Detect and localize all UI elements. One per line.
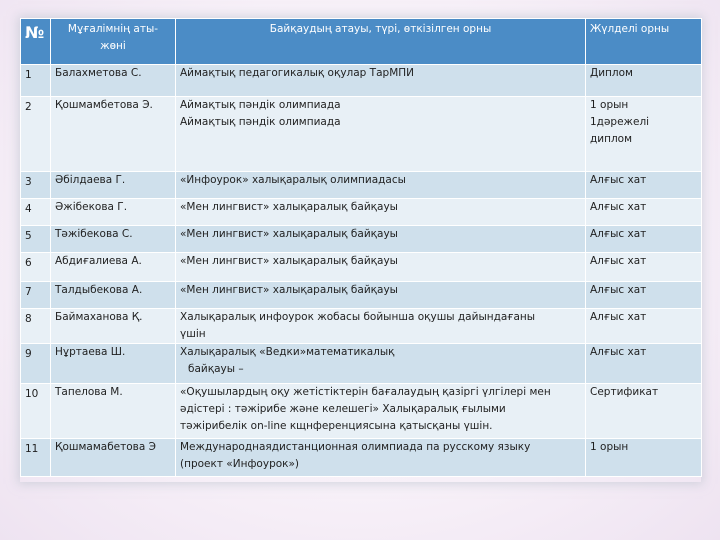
teacher-name: Қошмамабетова Э: [51, 439, 176, 477]
award-cell: [586, 282, 702, 309]
event-line: байқауы –: [188, 363, 244, 375]
table-row: [21, 199, 702, 226]
table-row: [21, 172, 702, 199]
row-number: 5: [21, 226, 51, 253]
award-cell: [586, 65, 702, 97]
event-line: «Инфоурок» халықаралық олимпиадасы: [180, 174, 406, 186]
event-line: «Мен лингвист» халықаралық байқауы: [180, 228, 398, 240]
award-line: Сертификат: [590, 386, 659, 398]
award-line: 1 орын: [590, 441, 629, 453]
teacher-name: Талдыбекова А.: [51, 282, 176, 309]
header-name-line: Мұғалімнің аты-: [67, 23, 159, 35]
event-line: Аймақтық пәндік олимпиада: [180, 99, 341, 111]
award-cell: [586, 172, 702, 199]
event-line: «Мен лингвист» халықаралық байқауы: [180, 284, 398, 296]
teacher-name: Нұртаева Ш.: [51, 344, 176, 384]
header-name-line: жөні: [100, 40, 126, 52]
teacher-name: Балахметова С.: [51, 65, 176, 97]
award-line: Алғыс хат: [590, 228, 647, 240]
row-number: 2: [21, 97, 51, 172]
event-cell: [176, 282, 586, 309]
award-line: Алғыс хат: [590, 255, 647, 267]
row-number: 4: [21, 199, 51, 226]
event-cell: [176, 65, 586, 97]
table-row: [21, 282, 702, 309]
row-number: 1: [21, 65, 51, 97]
table-header-row: [21, 19, 702, 65]
teacher-name: Тәжібекова С.: [51, 226, 176, 253]
event-line: әдістері : тәжірибе және келешегі» Халықаралық ғылыми: [180, 403, 506, 415]
award-cell: [586, 309, 702, 344]
table-row: [21, 439, 702, 477]
event-line: тәжірибелік on-line кщнференциясына қатысқаны үшін.: [180, 420, 493, 432]
award-line: Алғыс хат: [590, 311, 647, 323]
table-row: [21, 253, 702, 282]
event-cell: [176, 226, 586, 253]
row-number: 10: [21, 384, 51, 439]
table-row: [21, 97, 702, 172]
teacher-name: Тапелова М.: [51, 384, 176, 439]
award-line: Алғыс хат: [590, 174, 647, 186]
award-cell: [586, 226, 702, 253]
award-line: Алғыс хат: [590, 201, 647, 213]
teacher-name: Әбілдаева Г.: [51, 172, 176, 199]
row-number: 11: [21, 439, 51, 477]
event-cell: [176, 384, 586, 439]
event-line: «Оқушылардың оқу жетістіктерін бағалаудың қазіргі үлгілері мен: [180, 386, 551, 398]
award-cell: [586, 253, 702, 282]
row-number: 7: [21, 282, 51, 309]
event-line: Аймақтық пәндік олимпиада: [180, 116, 341, 128]
header-event: Байқаудың атауы, түрі, өткізілген орны: [176, 19, 586, 65]
award-line: Алғыс хат: [590, 346, 647, 358]
row-number: 6: [21, 253, 51, 282]
header-teacher-name: [51, 19, 176, 65]
table-row: [21, 309, 702, 344]
table-row: [21, 226, 702, 253]
event-line: «Мен лингвист» халықаралық байқауы: [180, 255, 398, 267]
event-line: Международнаядистанционная олимпиада па русскому языку: [180, 441, 531, 453]
award-cell: [586, 384, 702, 439]
event-line: «Мен лингвист» халықаралық байқауы: [180, 201, 398, 213]
teacher-name: Әжібекова Г.: [51, 199, 176, 226]
event-cell: [176, 309, 586, 344]
event-line: (проект «Инфоурок»): [180, 458, 300, 470]
row-number: 3: [21, 172, 51, 199]
teacher-name: Баймаханова Қ.: [51, 309, 176, 344]
award-cell: [586, 439, 702, 477]
event-cell: [176, 199, 586, 226]
award-line: 1 орын: [590, 99, 629, 111]
award-line: диплом: [590, 133, 633, 145]
award-cell: [586, 199, 702, 226]
award-cell: [586, 97, 702, 172]
event-line: Халықаралық «Ведки»математикалық: [180, 346, 395, 358]
event-cell: [176, 253, 586, 282]
header-number: №: [21, 19, 51, 65]
event-cell: [176, 172, 586, 199]
table-row: [21, 344, 702, 384]
event-cell: [176, 344, 586, 384]
awards-table-frame: [20, 18, 701, 482]
event-line: Халықаралық инфоурок жобасы бойынша оқушы дайындағаны: [180, 311, 536, 323]
award-line: Алғыс хат: [590, 284, 647, 296]
table-row: [21, 65, 702, 97]
teacher-name: Абдиғалиева А.: [51, 253, 176, 282]
event-cell: [176, 97, 586, 172]
awards-table: [20, 18, 702, 477]
teacher-name: Қошмамбетова Э.: [51, 97, 176, 172]
event-line: Аймақтық педагогикалық оқулар ТарМПИ: [180, 67, 414, 79]
event-cell: [176, 439, 586, 477]
header-result: Жүлделі орны: [586, 19, 702, 65]
award-line: Диплом: [590, 67, 633, 79]
award-cell: [586, 344, 702, 384]
award-line: 1дәрежелі: [590, 116, 650, 128]
row-number: 8: [21, 309, 51, 344]
table-row: [21, 384, 702, 439]
event-line: үшін: [180, 328, 206, 340]
row-number: 9: [21, 344, 51, 384]
